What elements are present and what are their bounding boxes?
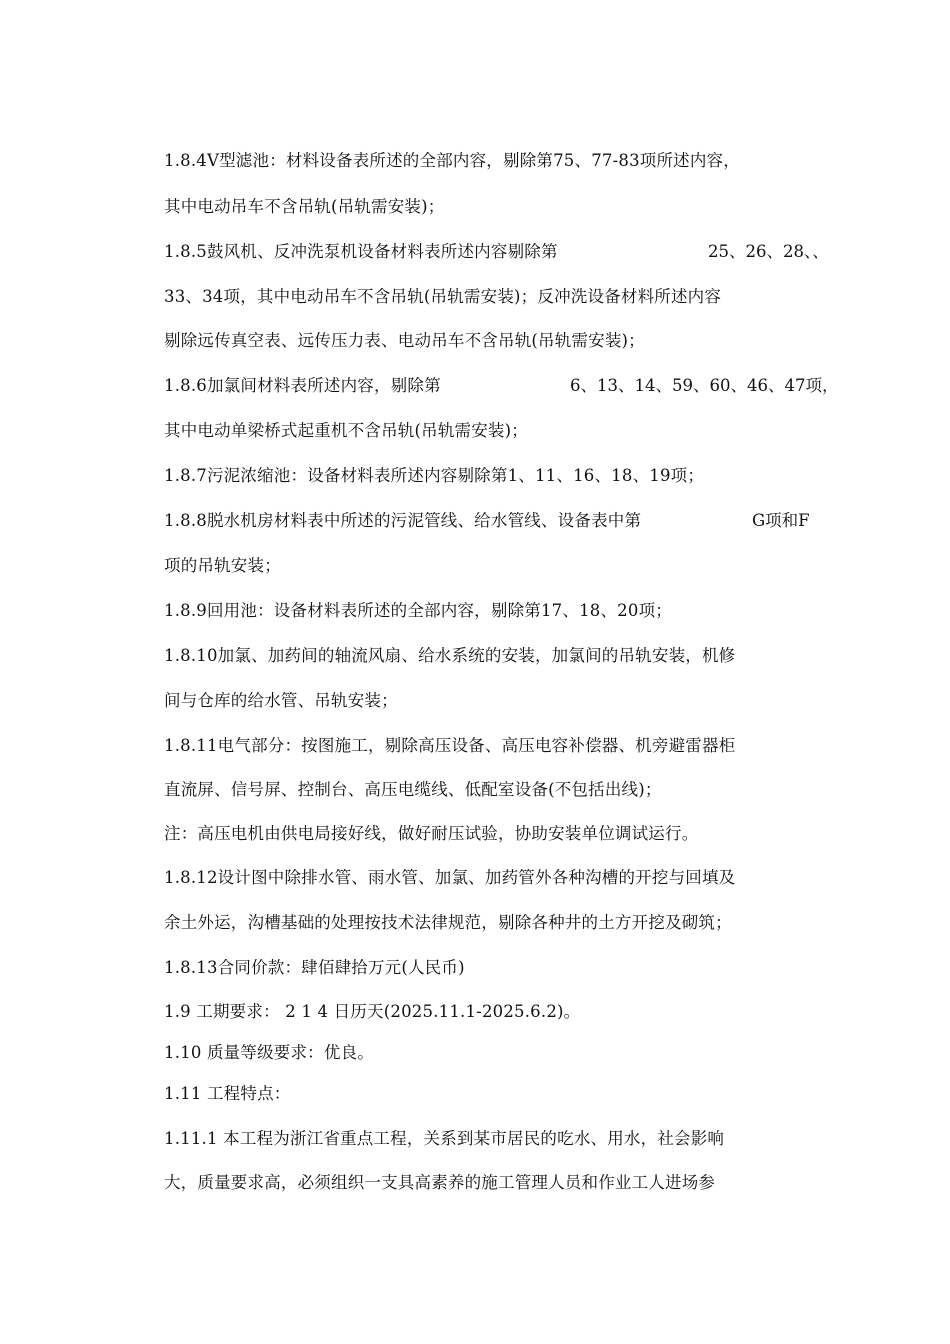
text-line: 1.8.11电气部分：按图施工，剔除高压设备、高压电容补偿器、机旁避雷器柜	[164, 736, 736, 755]
text-line: 25、26、28、、	[708, 242, 829, 261]
text-line: 1.9 工期要求： 2 1 4 日历天(2025.11.1-2025.6.2)。	[164, 1002, 581, 1021]
text-line: 1.8.8脱水机房材料表中所述的污泥管线、给水管线、设备表中第	[164, 511, 642, 530]
text-line: 项的吊轨安装；	[164, 556, 281, 575]
text-line: 直流屏、信号屏、控制台、高压电缆线、低配室设备(不包括出线)；	[164, 780, 662, 799]
text-line: 余土外运，沟槽基础的处理按技术法律规范，剔除各种井的土方开挖及砌筑；	[164, 913, 732, 932]
text-line: 其中电动单梁桥式起重机不含吊轨(吊轨需安装)；	[164, 421, 528, 440]
text-line: 1.8.7污泥浓缩池：设备材料表所述内容剔除第1、11、16、18、19项；	[164, 466, 705, 485]
text-line: 其中电动吊车不含吊轨(吊轨需安装)；	[164, 197, 445, 216]
text-line: 1.8.12设计图中除排水管、雨水管、加氯、加药管外各种沟槽的开挖与回填及	[164, 868, 736, 887]
text-line: 33、34项，其中电动吊车不含吊轨(吊轨需安装)；反冲洗设备材料所述内容	[164, 287, 722, 306]
text-line: G项和F	[752, 511, 810, 530]
text-line: 6、13、14、59、60、46、47项，	[570, 376, 839, 395]
text-line: 剔除远传真空表、远传压力表、电动吊车不含吊轨(吊轨需安装)；	[164, 331, 645, 350]
text-line: 1.8.9回用池：设备材料表所述的全部内容，剔除第17、18、20项；	[164, 601, 672, 620]
text-line: 注：高压电机由供电局接好线，做好耐压试验，协助安装单位调试运行。	[164, 824, 699, 843]
text-line: 1.8.10加氯、加药间的轴流风扇、给水系统的安装，加氯间的吊轨安装，机修	[164, 646, 736, 665]
text-line: 1.11 工程特点：	[164, 1084, 291, 1103]
text-line: 1.8.6加氯间材料表所述内容，剔除第	[164, 376, 441, 395]
text-line: 1.8.5鼓风机、反冲洗泵机设备材料表所述内容剔除第	[164, 242, 558, 261]
text-line: 1.8.4V型滤池：材料设备表所述的全部内容，剔除第75、77-83项所述内容，	[164, 151, 740, 170]
text-line: 1.8.13合同价款：肆佰肆拾万元(人民币)	[164, 958, 465, 977]
text-line: 1.11.1 本工程为浙江省重点工程，关系到某市居民的吃水、用水，社会影响	[164, 1129, 725, 1148]
text-line: 1.10 质量等级要求：优良。	[164, 1043, 374, 1062]
text-line: 间与仓库的给水管、吊轨安装；	[164, 691, 398, 710]
text-line: 大，质量要求高，必须组织一支具高素养的施工管理人员和作业工人进场参	[164, 1173, 716, 1192]
